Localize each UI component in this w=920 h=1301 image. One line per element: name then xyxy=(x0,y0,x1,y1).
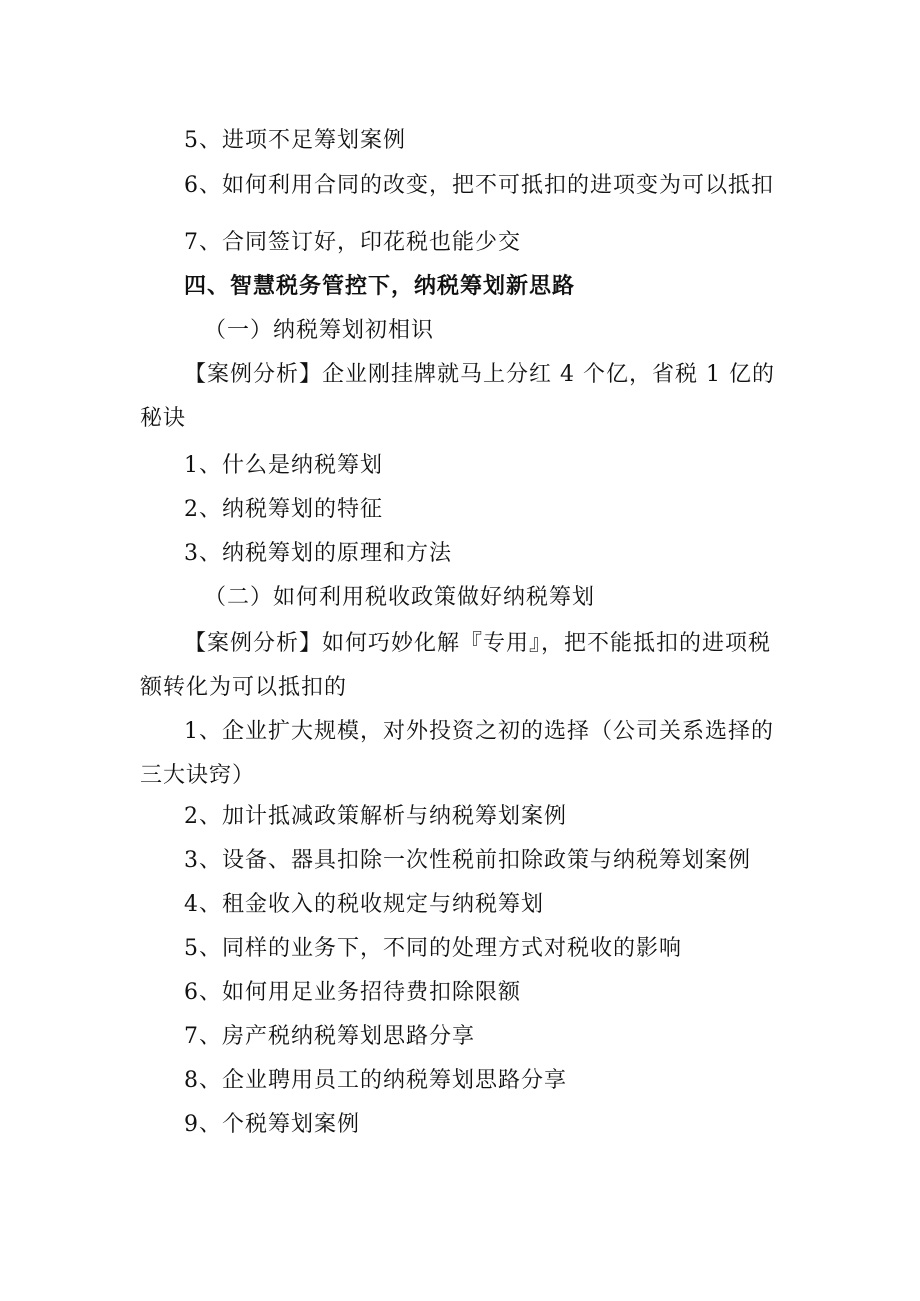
item-6-contract-change: 6、如何利用合同的改变，把不可抵扣的进项变为可以抵扣 xyxy=(184,173,774,198)
section-heading-4: 四、智慧税务管控下，纳税筹划新思路 xyxy=(184,274,576,299)
item-7-stamp-tax: 7、合同签订好，印花税也能少交 xyxy=(184,230,521,255)
item-b4: 4、租金收入的税收规定与纳税筹划 xyxy=(184,892,544,917)
item-b9: 9、个税筹划案例 xyxy=(184,1112,360,1137)
case-analysis-1: 【案例分析】企业刚挂牌就马上分红 4 个亿，省税 1 亿的秘诀 xyxy=(140,362,775,431)
item-b6: 6、如何用足业务招待费扣除限额 xyxy=(184,980,521,1005)
item-b8: 8、企业聘用员工的纳税筹划思路分享 xyxy=(184,1068,567,1093)
item-b7: 7、房产税纳税筹划思路分享 xyxy=(184,1024,475,1049)
item-b2: 2、加计抵减政策解析与纳税筹划案例 xyxy=(184,804,567,829)
item-b1: 1、企业扩大规模，对外投资之初的选择（公司关系选择的三大诀窍） xyxy=(140,719,774,788)
item-5-input-shortage: 5、进项不足筹划案例 xyxy=(184,128,406,153)
subsection-1-title: （一）纳税筹划初相识 xyxy=(204,318,435,343)
item-b5: 5、同样的业务下，不同的处理方式对税收的影响 xyxy=(184,936,682,961)
item-a3: 3、纳税筹划的原理和方法 xyxy=(184,541,452,566)
case-analysis-2: 【案例分析】如何巧妙化解『专用』，把不能抵扣的进项税额转化为可以抵扣的 xyxy=(140,631,772,700)
item-a1: 1、什么是纳税筹划 xyxy=(184,453,383,478)
item-a2: 2、纳税筹划的特征 xyxy=(184,497,383,522)
item-b3: 3、设备、器具扣除一次性税前扣除政策与纳税筹划案例 xyxy=(184,848,751,873)
subsection-2-title: （二）如何利用税收政策做好纳税筹划 xyxy=(204,585,596,610)
